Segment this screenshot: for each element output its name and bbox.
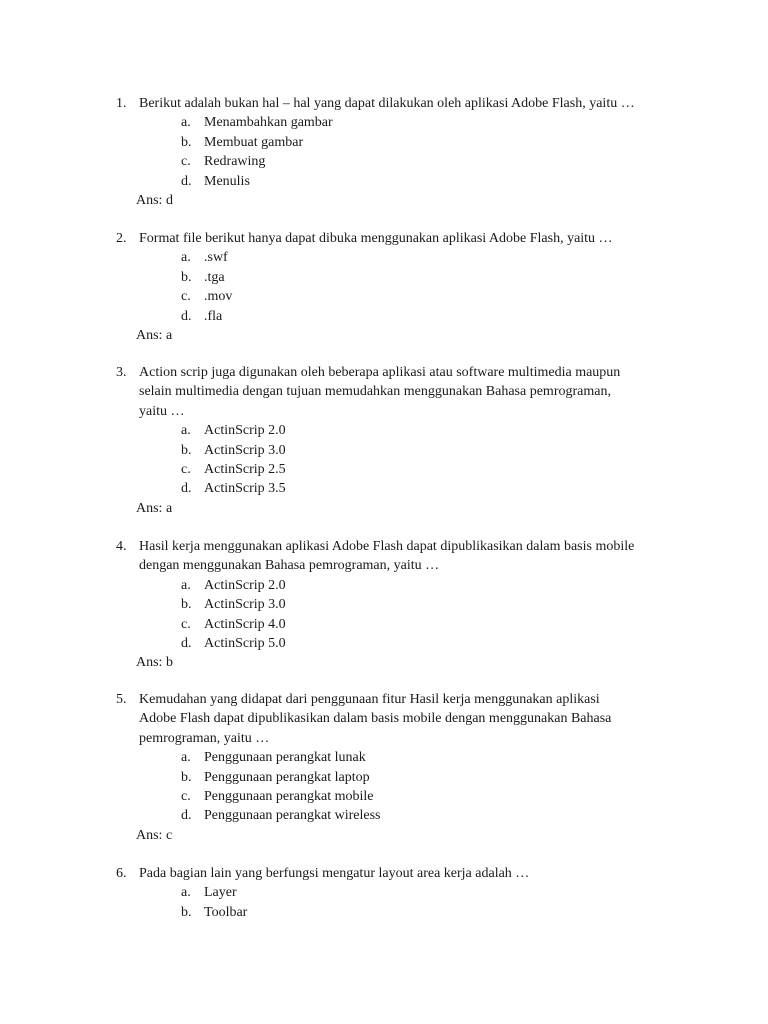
option-letter: c. — [181, 154, 191, 170]
question-line — [0, 729, 768, 748]
question-line — [0, 229, 768, 248]
option-letter: a. — [181, 423, 191, 439]
option-letter: d. — [181, 481, 192, 497]
answer-line — [0, 826, 768, 845]
option-letter: b. — [181, 904, 192, 920]
question-text: dengan menggunakan Bahasa pemrograman, yaitu … — [139, 558, 440, 574]
question-text: Action scrip juga digunakan oleh beberapa aplikasi atau software multimedia maupun — [139, 365, 621, 380]
option-letter: c. — [181, 461, 191, 477]
option-item — [0, 287, 768, 306]
option-letter: a. — [181, 115, 191, 131]
option-item — [0, 768, 768, 787]
option-text: ActinScrip 2.0 — [204, 423, 286, 439]
answer-line — [0, 191, 768, 210]
question-text: yaitu … — [139, 403, 185, 419]
question-number: 2. — [116, 231, 127, 246]
option-letter: c. — [181, 616, 191, 632]
question-block — [0, 864, 768, 922]
option-item — [0, 460, 768, 479]
question-line — [0, 864, 768, 883]
option-letter: d. — [181, 635, 192, 651]
option-text: Penggunaan perangkat laptop — [204, 769, 370, 785]
option-text: Membuat gambar — [204, 134, 304, 150]
question-block — [0, 94, 768, 210]
question-line — [0, 382, 768, 401]
option-text: ActinScrip 3.0 — [204, 597, 286, 613]
option-item — [0, 595, 768, 614]
option-item — [0, 113, 768, 132]
option-text: .swf — [204, 250, 228, 266]
question-line — [0, 690, 768, 709]
question-line — [0, 537, 768, 556]
question-text: Kemudahan yang didapat dari penggunaan fitur Hasil kerja menggunakan aplikasi — [139, 692, 600, 707]
question-text: pemrograman, yaitu … — [139, 730, 270, 746]
question-number: 4. — [116, 539, 127, 554]
option-text: .fla — [204, 308, 223, 324]
option-letter: b. — [181, 442, 192, 458]
option-letter: a. — [181, 577, 191, 593]
option-item — [0, 806, 768, 825]
option-text: Penggunaan perangkat mobile — [204, 788, 374, 804]
question-line — [0, 94, 768, 113]
option-text: ActinScrip 3.0 — [204, 442, 286, 458]
option-letter: c. — [181, 788, 191, 804]
option-text: Penggunaan perangkat lunak — [204, 750, 366, 766]
question-block — [0, 229, 768, 345]
option-item — [0, 152, 768, 171]
question-number: 3. — [116, 365, 127, 380]
option-text: Layer — [204, 885, 237, 901]
question-line — [0, 709, 768, 728]
question-block — [0, 537, 768, 673]
option-item — [0, 307, 768, 326]
option-text: Redrawing — [204, 154, 266, 170]
question-text: Hasil kerja menggunakan aplikasi Adobe Flash dapat dipublikasikan dalam basis mobile — [139, 539, 635, 554]
option-item — [0, 133, 768, 152]
answer-text: Ans: c — [136, 827, 173, 843]
option-text: ActinScrip 5.0 — [204, 635, 286, 651]
answer-text: Ans: a — [136, 500, 173, 516]
option-item — [0, 634, 768, 653]
option-letter: c. — [181, 289, 191, 305]
option-text: Toolbar — [204, 904, 248, 920]
answer-line — [0, 653, 768, 672]
question-number: 6. — [116, 866, 127, 881]
question-line — [0, 363, 768, 382]
option-text: .tga — [204, 269, 225, 285]
question-text: Format file berikut hanya dapat dibuka menggunakan aplikasi Adobe Flash, yaitu … — [139, 231, 613, 246]
option-item — [0, 479, 768, 498]
option-letter: b. — [181, 597, 192, 613]
answer-text: Ans: d — [136, 192, 173, 208]
question-block — [0, 690, 768, 845]
question-line — [0, 402, 768, 421]
option-text: Penggunaan perangkat wireless — [204, 808, 381, 824]
option-text: .mov — [204, 289, 233, 305]
option-text: ActinScrip 3.5 — [204, 481, 286, 497]
option-item — [0, 421, 768, 440]
question-number: 5. — [116, 692, 127, 707]
option-text: Menambahkan gambar — [204, 115, 333, 131]
option-item — [0, 787, 768, 806]
option-letter: d. — [181, 308, 192, 324]
option-letter: b. — [181, 769, 192, 785]
option-letter: d. — [181, 173, 192, 189]
option-letter: a. — [181, 250, 191, 266]
option-item — [0, 615, 768, 634]
option-text: ActinScrip 4.0 — [204, 616, 286, 632]
option-item — [0, 883, 768, 902]
option-letter: a. — [181, 885, 191, 901]
option-letter: a. — [181, 750, 191, 766]
question-text: Berikut adalah bukan hal – hal yang dapat dilakukan oleh aplikasi Adobe Flash, yaitu … — [139, 96, 635, 111]
option-letter: d. — [181, 808, 192, 824]
option-letter: b. — [181, 134, 192, 150]
option-text: ActinScrip 2.0 — [204, 577, 286, 593]
option-item — [0, 748, 768, 767]
question-text: selain multimedia dengan tujuan memudahkan menggunakan Bahasa pemrograman, — [139, 384, 611, 400]
question-number: 1. — [116, 96, 127, 111]
question-text: Pada bagian lain yang berfungsi mengatur layout area kerja adalah … — [139, 866, 530, 881]
question-block — [0, 363, 768, 518]
question-text: Adobe Flash dapat dipublikasikan dalam basis mobile dengan menggunakan Bahasa — [139, 711, 612, 727]
option-item — [0, 268, 768, 287]
answer-line — [0, 326, 768, 345]
option-item — [0, 172, 768, 191]
option-text: ActinScrip 2.5 — [204, 461, 286, 477]
answer-text: Ans: a — [136, 327, 173, 343]
question-line — [0, 556, 768, 575]
option-item — [0, 248, 768, 267]
option-text: Menulis — [204, 173, 250, 189]
option-item — [0, 903, 768, 922]
answer-line — [0, 499, 768, 518]
option-item — [0, 576, 768, 595]
option-letter: b. — [181, 269, 192, 285]
answer-text: Ans: b — [136, 655, 173, 671]
option-item — [0, 441, 768, 460]
